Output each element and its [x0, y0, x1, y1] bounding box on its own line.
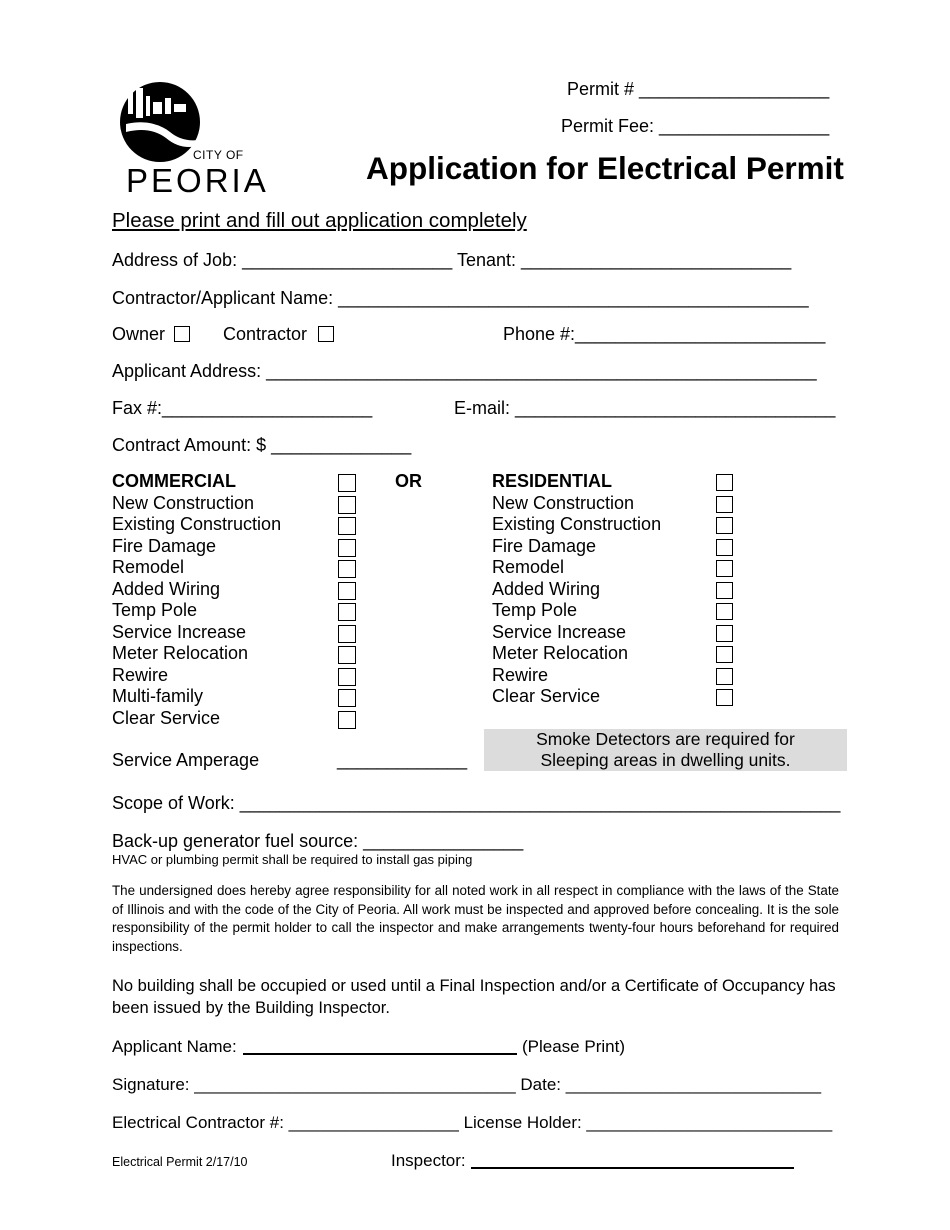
smoke-notice-line1: Smoke Detectors are required for: [536, 729, 795, 749]
owner-label: Owner: [112, 324, 166, 344]
commercial-item: Added Wiring: [112, 578, 221, 599]
city-of-peoria-logo: [112, 80, 272, 200]
contractor-checkbox[interactable]: [318, 326, 334, 342]
residential-item: Existing Construction: [492, 514, 662, 534]
peoria-skyline-icon: [112, 80, 272, 170]
commercial-heading-checkbox[interactable]: [338, 474, 356, 492]
page-title: Application for Electrical Permit: [366, 150, 844, 186]
residential-item: Remodel: [492, 557, 565, 577]
commercial-checkbox[interactable]: [338, 560, 356, 578]
permit-fee-field[interactable]: Permit Fee: _________________: [561, 116, 830, 136]
applicant-name-label: Applicant Name:: [112, 1037, 237, 1056]
residential-checkbox[interactable]: [716, 539, 733, 556]
residential-checkbox[interactable]: [716, 668, 733, 685]
commercial-list: [112, 471, 281, 729]
residential-checkbox[interactable]: [716, 517, 733, 534]
inspector-label: Inspector:: [391, 1151, 466, 1170]
form-id-footer: Electrical Permit 2/17/10: [112, 1155, 248, 1169]
generator-fuel-field[interactable]: Back-up generator fuel source: ________________: [112, 831, 524, 851]
commercial-checkbox[interactable]: [338, 582, 356, 600]
commercial-item: Fire Damage: [112, 535, 217, 556]
scope-of-work-field[interactable]: Scope of Work: ____________________________________________________________: [112, 793, 841, 813]
residential-checkbox[interactable]: [716, 646, 733, 663]
residential-checkbox[interactable]: [716, 689, 733, 706]
electrical-contractor-license-fields[interactable]: Electrical Contractor #: __________________ License Holder: __________________________: [112, 1113, 833, 1132]
instructions-text: Please print and fill out application completely: [112, 209, 527, 232]
logo-city-of-text: CITY OF: [193, 148, 244, 162]
commercial-checkbox[interactable]: [338, 711, 356, 729]
commercial-checkbox[interactable]: [338, 625, 356, 643]
commercial-item: Existing Construction: [112, 514, 282, 534]
signature-date-fields[interactable]: Signature: __________________________________ Date: ___________________________: [112, 1075, 822, 1094]
residential-item: New Construction: [492, 492, 635, 513]
commercial-checkbox[interactable]: [338, 517, 356, 535]
owner-checkbox[interactable]: [174, 326, 190, 342]
address-tenant-fields[interactable]: Address of Job: _____________________ Tenant: ___________________________: [112, 250, 792, 270]
residential-item: Temp Pole: [492, 600, 578, 620]
commercial-item: Multi-family: [112, 686, 204, 706]
contractor-label: Contractor: [223, 324, 308, 344]
service-amperage-label: Service Amperage: [112, 750, 260, 770]
residential-heading-checkbox[interactable]: [716, 474, 733, 491]
please-print-label: (Please Print): [522, 1037, 625, 1056]
commercial-checkbox[interactable]: [338, 539, 356, 557]
inspector-line[interactable]: [471, 1167, 794, 1169]
agreement-paragraph: The undersigned does hereby agree responsibility for all noted work in all respect in compliance with the laws of the State of Illinois and with the code of the City of Peoria. All work must be inspected and approved before concealing. It is the sole responsibility of the permit holder to call the inspector and make arrangements twenty-four hours beforehand for required inspections.: [112, 883, 839, 954]
commercial-checkbox[interactable]: [338, 603, 356, 621]
logo-peoria-text: PEORIA: [126, 162, 269, 199]
residential-checkbox[interactable]: [716, 560, 733, 577]
commercial-checkbox[interactable]: [338, 668, 356, 686]
commercial-item: Service Increase: [112, 621, 247, 642]
commercial-checkbox[interactable]: [338, 646, 356, 664]
commercial-heading: COMMERCIAL: [112, 471, 236, 491]
residential-checkbox[interactable]: [716, 582, 733, 599]
commercial-item: Temp Pole: [112, 600, 198, 620]
phone-field[interactable]: Phone #:_________________________: [503, 324, 826, 344]
residential-checkbox[interactable]: [716, 603, 733, 620]
commercial-item: Meter Relocation: [112, 643, 249, 663]
residential-item: Rewire: [492, 664, 549, 685]
commercial-item: Remodel: [112, 557, 185, 577]
residential-checkbox[interactable]: [716, 496, 733, 513]
or-label: OR: [395, 471, 422, 491]
applicant-name-line[interactable]: [243, 1053, 517, 1055]
commercial-checkbox[interactable]: [338, 689, 356, 707]
occupancy-paragraph: No building shall be occupied or used until a Final Inspection and/or a Certificate of Occupancy has been issued by the Building Inspector.: [112, 977, 836, 1017]
residential-item: Service Increase: [492, 621, 627, 642]
contract-amount-field[interactable]: Contract Amount: $ ______________: [112, 435, 412, 455]
smoke-notice-line2: Sleeping areas in dwelling units.: [540, 750, 791, 770]
residential-checkbox[interactable]: [716, 625, 733, 642]
smoke-detector-notice: [484, 729, 847, 771]
permit-number-field[interactable]: Permit # ___________________: [567, 79, 830, 99]
contractor-applicant-name-field[interactable]: Contractor/Applicant Name: _______________________________________________: [112, 288, 809, 308]
service-amperage-field[interactable]: _____________: [337, 750, 468, 770]
commercial-checkbox[interactable]: [338, 496, 356, 514]
residential-list: [492, 471, 661, 708]
generator-note: HVAC or plumbing permit shall be required to install gas piping: [112, 852, 473, 867]
applicant-address-field[interactable]: Applicant Address: _______________________________________________________: [112, 361, 817, 381]
fax-field[interactable]: Fax #:_____________________: [112, 398, 373, 418]
residential-item: Clear Service: [492, 686, 601, 706]
residential-item: Fire Damage: [492, 535, 597, 556]
commercial-item: New Construction: [112, 492, 255, 513]
commercial-item: Clear Service: [112, 707, 221, 728]
residential-item: Meter Relocation: [492, 643, 629, 663]
commercial-item: Rewire: [112, 664, 169, 685]
email-field[interactable]: E-mail: ________________________________: [454, 398, 836, 418]
residential-heading: RESIDENTIAL: [492, 471, 613, 491]
residential-item: Added Wiring: [492, 578, 601, 599]
